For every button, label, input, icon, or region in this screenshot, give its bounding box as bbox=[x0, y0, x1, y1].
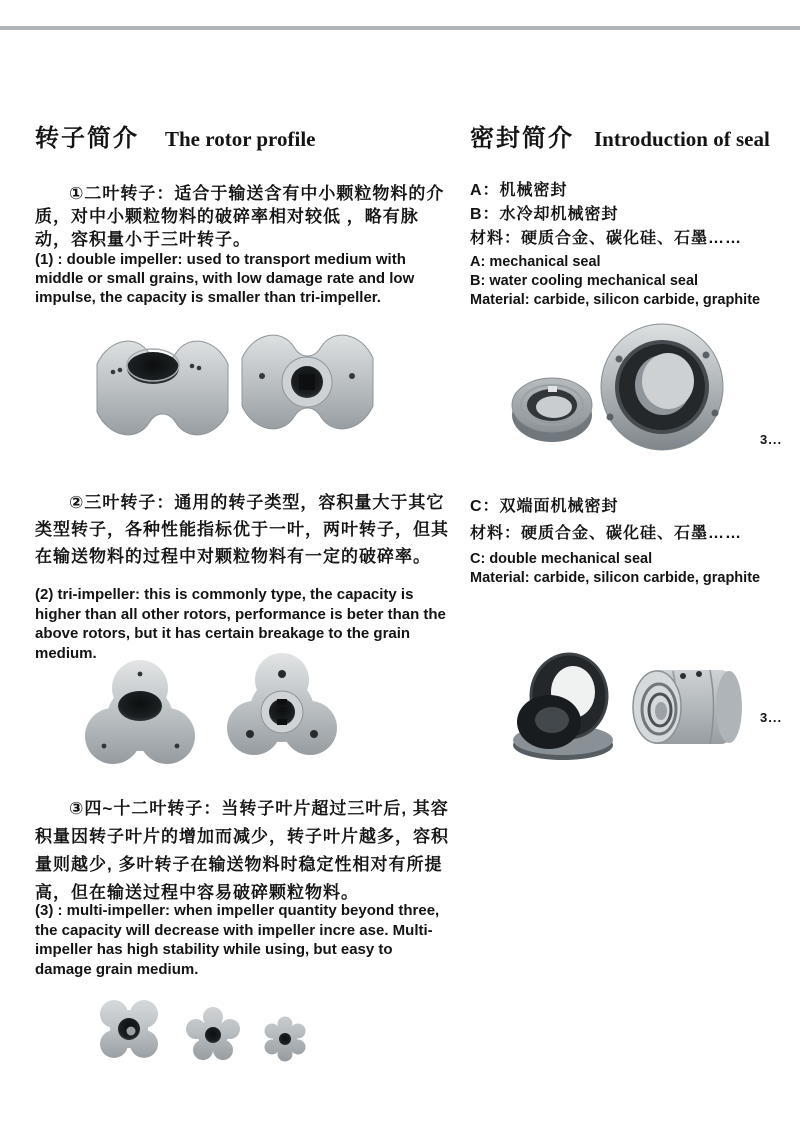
double-impeller-front-view bbox=[242, 335, 373, 429]
seal-section-ab-zh bbox=[470, 179, 800, 251]
flanged-seal bbox=[601, 324, 723, 450]
rotor-section1-en: (1) : double impeller: used to transport medium with middle or small grains, with low damage rate and low impulse, the capacity is smaller than tri-impeller. bbox=[35, 251, 415, 306]
left-column-title bbox=[35, 118, 316, 153]
edge-cutoff-text-1: 3... bbox=[760, 432, 783, 447]
rotor-section2-en: (2) tri-impeller: this is commonly type, the capacity is higher than all other rotors, performance is beter than the above rotors, but it has certain breakage to the grain medium. bbox=[35, 586, 446, 662]
seal-line-a-zh: A：机械密封 bbox=[470, 182, 568, 199]
seal-line-c-material-zh: 材料：硬质合金、碳化硅、石墨…… bbox=[470, 525, 743, 542]
rotor-section2-zh: ②三叶转子：通用的转子类型，容积量大于其它类型转子，各种性能指标优于一叶，两叶转子，但其在输送物料的过程中对颗粒物料有一定的破碎率。 bbox=[35, 493, 449, 566]
mechanical-seal-photo bbox=[500, 315, 740, 460]
metal-seal-cartridge bbox=[633, 670, 742, 744]
seal-line-c-en: C: double mechanical seal bbox=[470, 551, 653, 567]
rotor-title-zh: 转子简介 bbox=[35, 125, 139, 152]
tri-impeller-photo bbox=[70, 648, 350, 783]
four-lobe-rotor bbox=[100, 1000, 158, 1058]
seal-line-c-zh: C：双端面机械密封 bbox=[470, 498, 619, 515]
six-lobe-rotor bbox=[265, 1017, 306, 1062]
five-lobe-rotor bbox=[186, 1007, 240, 1060]
seal-section-c-zh bbox=[470, 493, 800, 547]
seal-line-b-en: B: water cooling mechanical seal bbox=[470, 273, 699, 289]
seal-section-c-en bbox=[470, 550, 800, 588]
seal-line-material-en: Material: carbide, silicon carbide, graphite bbox=[470, 292, 761, 308]
rotor-title-en: The rotor profile bbox=[165, 127, 316, 151]
rotor-section3-en: (3) : multi-impeller: when impeller quantity beyond three, the capacity will decrease with impeller incre ase. Multi-impeller has high stability while using, but easy to damage grain medium. bbox=[35, 902, 440, 978]
small-seal-ring bbox=[512, 378, 592, 442]
seal-line-b-zh: B：水冷却机械密封 bbox=[470, 206, 619, 223]
seal-line-a-en: A: mechanical seal bbox=[470, 254, 601, 270]
tri-impeller-side-view bbox=[85, 660, 195, 764]
double-mechanical-seal-photo bbox=[505, 640, 745, 765]
rubber-seal-rings bbox=[513, 654, 613, 760]
edge-cutoff-text-2: 3... bbox=[760, 710, 783, 725]
seal-title-en: Introduction of seal bbox=[594, 127, 770, 151]
seal-line-c-material-en: Material: carbide, silicon carbide, graphite bbox=[470, 570, 761, 586]
multi-impeller-photo bbox=[85, 983, 325, 1075]
tri-impeller-front-view bbox=[227, 653, 337, 755]
seal-title-zh: 密封简介 bbox=[470, 125, 574, 152]
rotor-section1-zh: ①二叶转子：适合于输送含有中小颗粒物料的介质，对中小颗粒物料的破碎率相对较低 ，略有脉动，容积量小于三叶转子。 bbox=[35, 184, 445, 249]
top-divider bbox=[0, 26, 800, 30]
rotor-section3-zh: ③四~十二叶转子：当转子叶片超过三叶后, 其容积量因转子叶片的增加而减少，转子叶片越多，容积量则越少, 多叶转子在输送物料时稳定性相对有所提高，但在输送过程中容易破碎颗粒物料。 bbox=[35, 799, 449, 902]
double-impeller-photo bbox=[60, 322, 380, 457]
seal-section-ab-en bbox=[470, 253, 800, 310]
right-column-title bbox=[470, 118, 770, 153]
double-impeller-side-view bbox=[97, 341, 228, 435]
seal-line-material-zh: 材料：硬质合金、碳化硅、石墨…… bbox=[470, 230, 743, 247]
